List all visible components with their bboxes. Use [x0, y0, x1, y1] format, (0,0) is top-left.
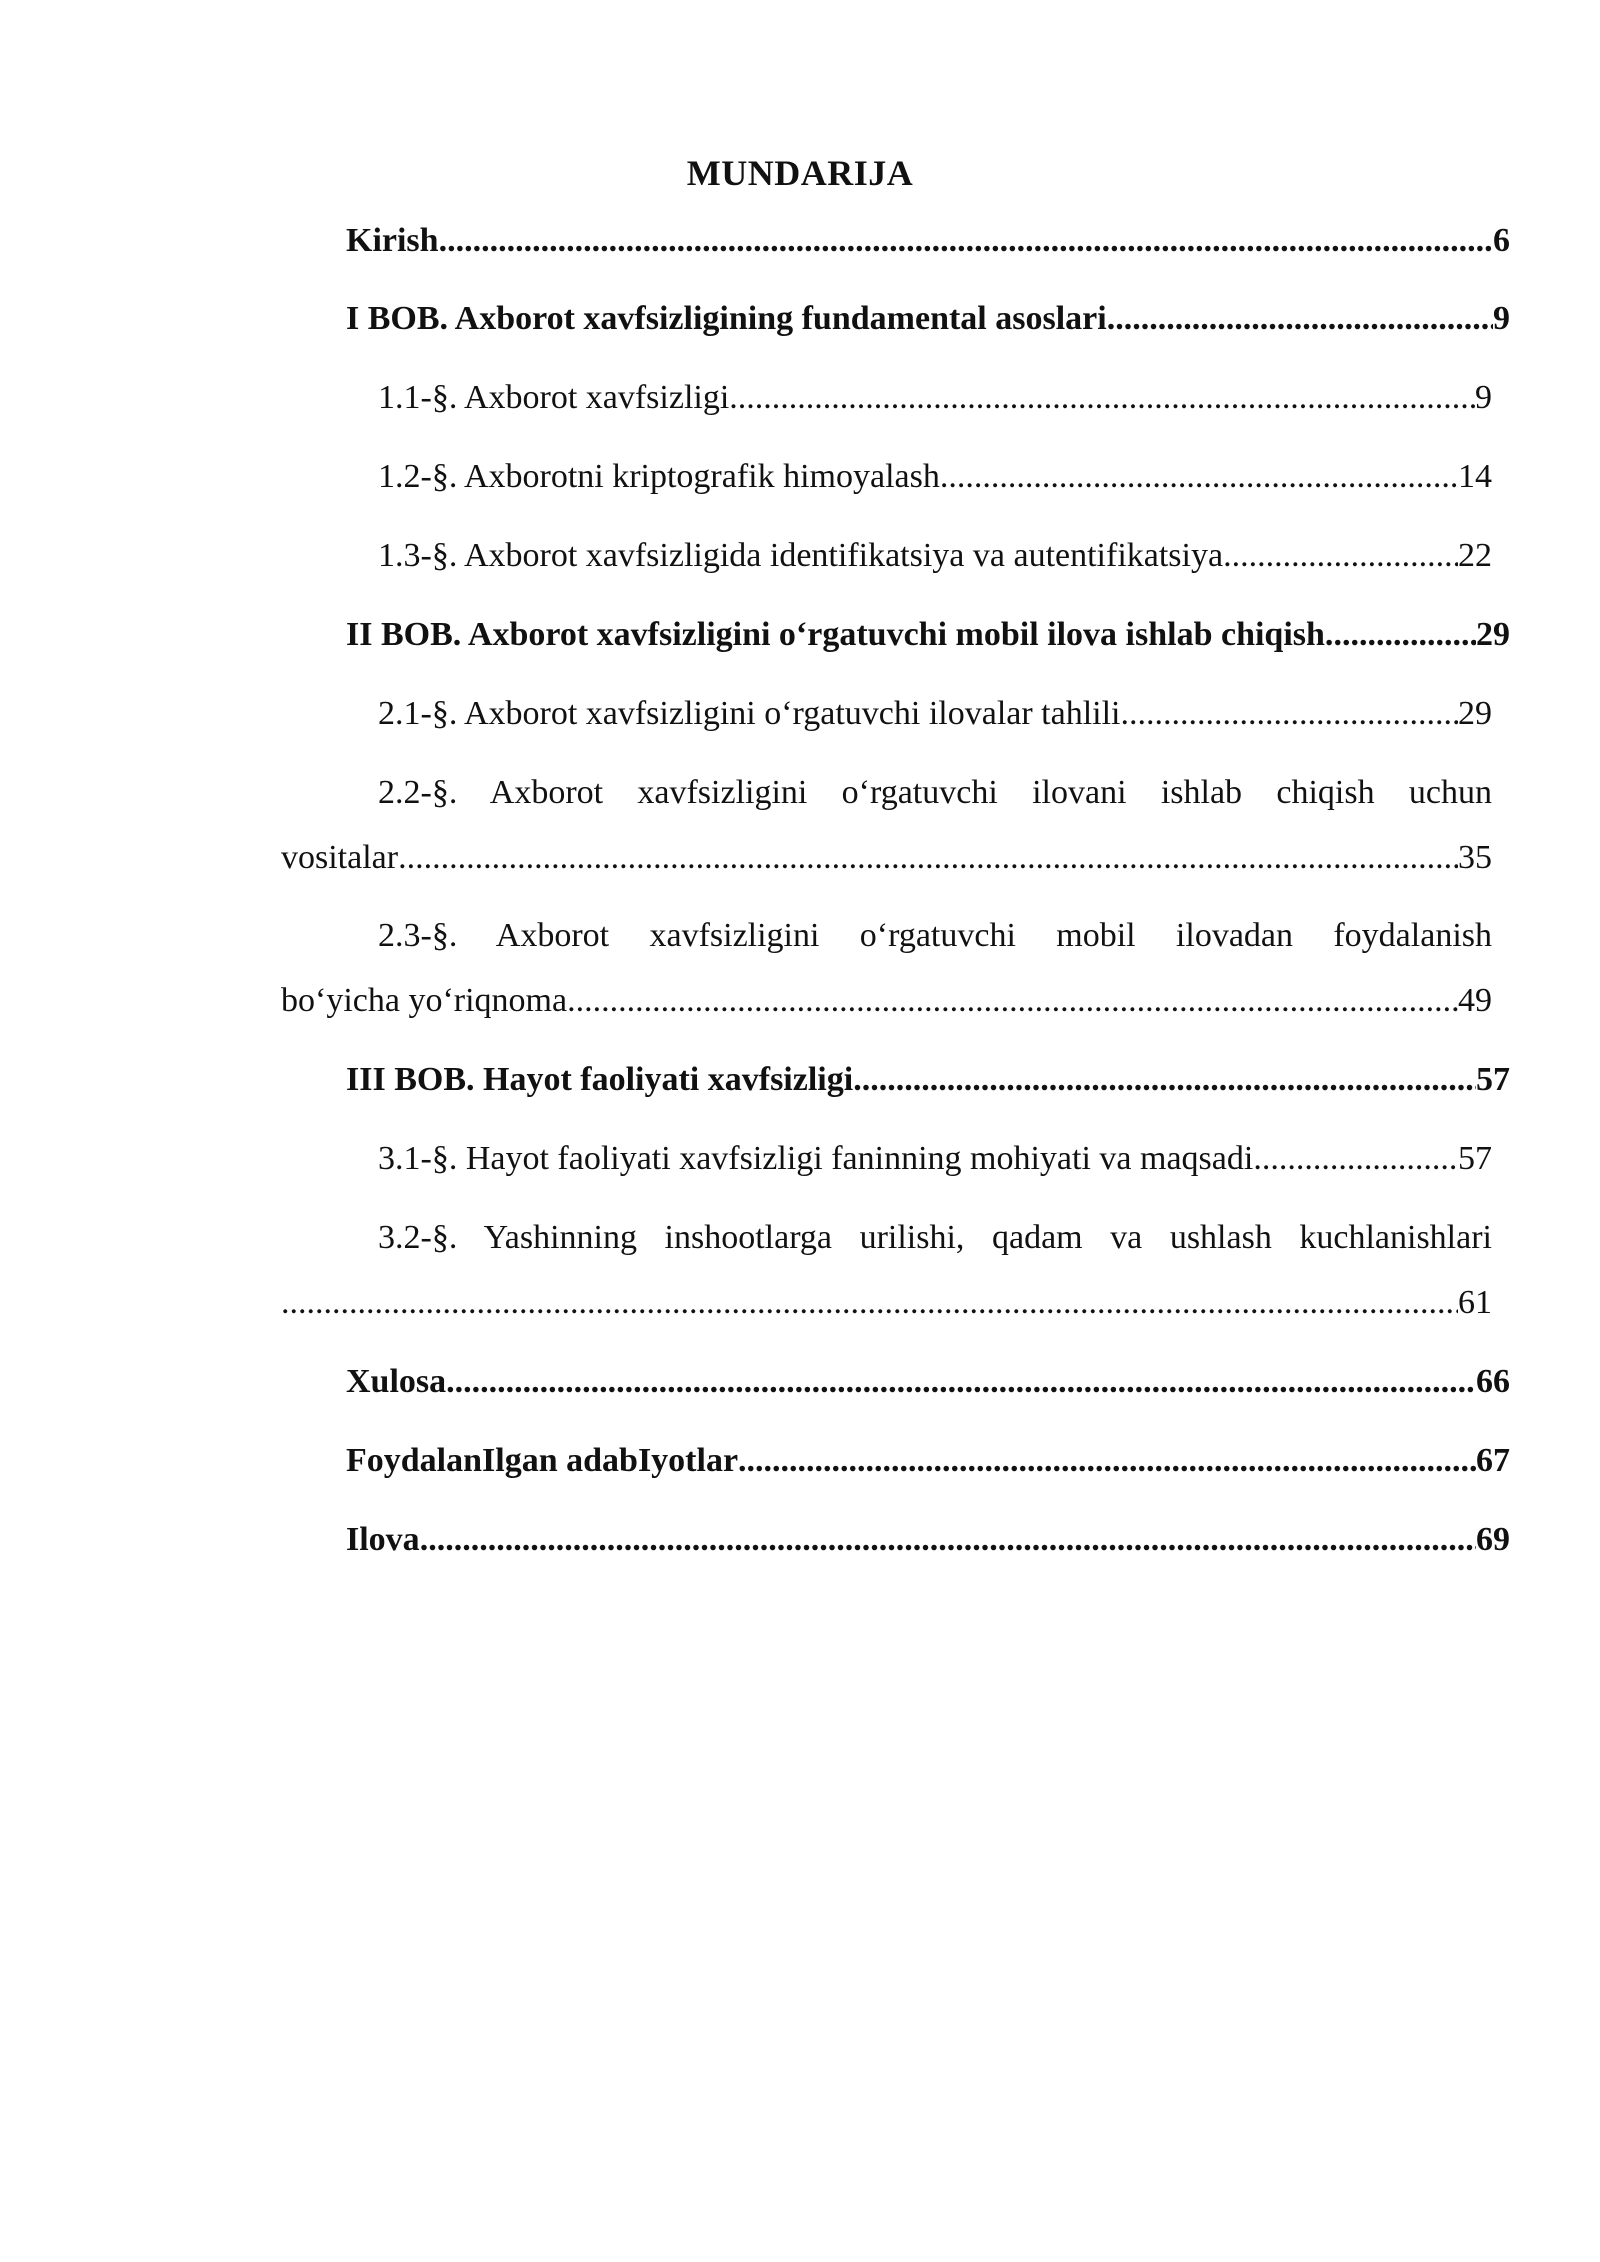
- toc-leader-dots: [940, 455, 1458, 499]
- toc-leader-dots: [738, 1439, 1476, 1483]
- toc-leader-dots: [567, 979, 1458, 1023]
- toc-entry-text: vositalar: [281, 839, 399, 876]
- toc-entry-section-2-2: [281, 836, 1492, 880]
- toc-entry-ilova: [346, 1518, 1510, 1562]
- toc-page-number: 22: [1458, 537, 1492, 574]
- toc-leader-dots: [1107, 297, 1493, 341]
- toc-entry-section-2-2-first-line: [378, 771, 1492, 815]
- toc-entry-section-1-1: [378, 376, 1492, 420]
- toc-entry-section-1-2: [378, 455, 1492, 499]
- toc-entry-section-1-3: [378, 534, 1492, 578]
- toc-page-number: 57: [1458, 1140, 1492, 1177]
- toc-leader-dots: [420, 1518, 1476, 1562]
- toc-entry-text: II BOB. Axborot xavfsizligini o‘rgatuvchi mobil ilova ishlab chiqish.: [346, 616, 1334, 653]
- toc-entry-section-3-1: [378, 1137, 1492, 1181]
- toc-entry-kirish: [346, 219, 1510, 263]
- toc-entry-chapter-3: [346, 1058, 1510, 1102]
- toc-page-number: 66: [1476, 1363, 1510, 1400]
- toc-leader-dots: [1121, 692, 1458, 736]
- toc-leader-dots: [1333, 613, 1476, 657]
- toc-entry-section-2-3: [281, 979, 1492, 1023]
- toc-page-number: 49: [1458, 982, 1492, 1019]
- toc-leader-dots: [439, 219, 1493, 263]
- toc-leader-dots: [398, 836, 1458, 880]
- toc-entry-text: III BOB. Hayot faoliyati xavfsizligi: [346, 1061, 854, 1098]
- toc-page-number: 57: [1476, 1061, 1510, 1098]
- toc-entry-section-3-2: [281, 1281, 1492, 1325]
- toc-entry-chapter-1: [346, 297, 1510, 341]
- toc-entry-section-2-3-first-line: [378, 914, 1492, 958]
- toc-leader-dots: [853, 1058, 1476, 1102]
- toc-entry-section-3-2-first-line: [378, 1216, 1492, 1260]
- toc-page-number: 61: [1458, 1284, 1492, 1321]
- toc-entry-text: 3.2-§. Yashinning inshootlarga urilishi, qadam va ushlash kuchlanishlari: [378, 1219, 1492, 1256]
- toc-entry-text: 1.3-§. Axborot xavfsizligida identifikatsiya va autentifikatsiya: [378, 537, 1224, 574]
- toc-entry-text: 3.1-§. Hayot faoliyati xavfsizligi faninning mohiyati va maqsadi: [378, 1140, 1254, 1177]
- toc-entry-text: Xulosa: [346, 1363, 447, 1400]
- toc-page-number: 67: [1476, 1442, 1510, 1479]
- toc-entry-references: [346, 1439, 1510, 1483]
- toc-entry-text: 2.1-§. Axborot xavfsizligini o‘rgatuvchi ilovalar tahlili: [378, 695, 1121, 732]
- toc-entry-section-2-1: [378, 692, 1492, 736]
- toc-entry-text: 2.2-§. Axborot xavfsizligini o‘rgatuvchi ilovani ishlab chiqish uchun: [378, 774, 1492, 811]
- toc-entry-text: FoydalanIlgan adabIyotlar: [346, 1442, 739, 1479]
- toc-entry-text: bo‘yicha yo‘riqnoma: [281, 982, 568, 1019]
- toc-page-number: 29: [1476, 616, 1510, 653]
- toc-page-number: 29: [1458, 695, 1492, 732]
- toc-entry-text: Kirish: [346, 222, 439, 259]
- toc-leader-dots: [446, 1360, 1476, 1404]
- toc-leader-dots: [1253, 1137, 1458, 1181]
- toc-entry-chapter-2: [346, 613, 1510, 657]
- toc-entry-text: Ilova: [346, 1521, 420, 1558]
- toc-leader-dots: [281, 1281, 1458, 1325]
- toc-leader-dots: [729, 376, 1475, 420]
- toc-entry-text: I BOB. Axborot xavfsizligining fundamental asoslari: [346, 300, 1107, 337]
- toc-entry-text: 1.2-§. Axborotni kriptografik himoyalash: [378, 458, 940, 495]
- page-title: MUNDARIJA: [686, 153, 914, 193]
- toc-page-number: 69: [1476, 1521, 1510, 1558]
- toc-page-number: 14: [1458, 458, 1492, 495]
- toc-entry-text: 2.3-§. Axborot xavfsizligini o‘rgatuvchi mobil ilovadan foydalanish: [378, 917, 1492, 954]
- toc-page-number: 35: [1458, 839, 1492, 876]
- toc-page-number: 9: [1475, 379, 1492, 416]
- toc-leader-dots: [1223, 534, 1458, 578]
- toc-page-number: 6: [1493, 222, 1510, 259]
- toc-page-number: 9: [1493, 300, 1510, 337]
- toc-entry-xulosa: [346, 1360, 1510, 1404]
- toc-entry-text: 1.1-§. Axborot xavfsizligi: [378, 379, 730, 416]
